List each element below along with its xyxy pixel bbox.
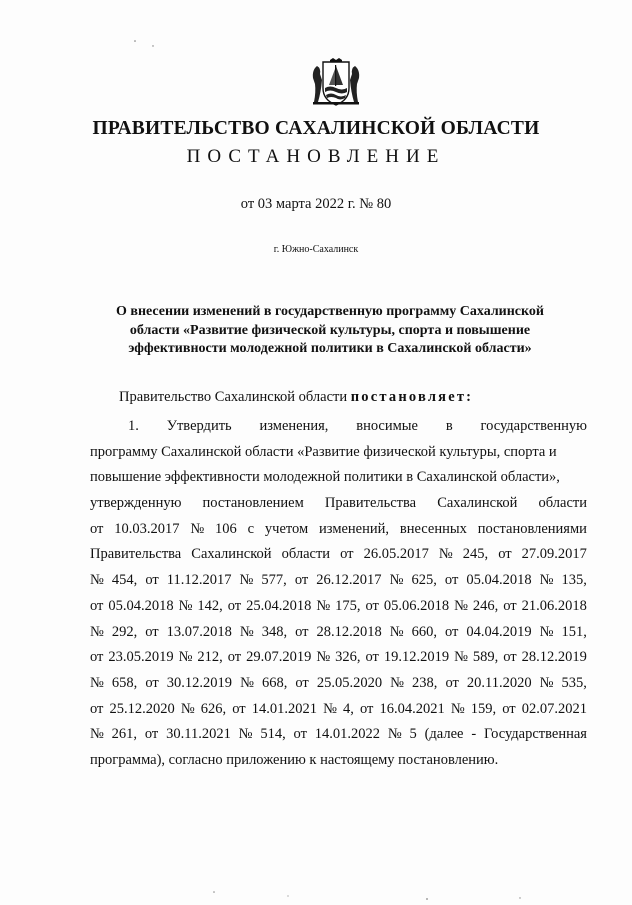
body-word: от bbox=[360, 700, 374, 717]
body-word: 245, bbox=[462, 546, 489, 563]
body-word: 28.12.2019 bbox=[521, 649, 587, 666]
body-word: № bbox=[389, 572, 404, 589]
body-word: области bbox=[538, 495, 587, 512]
body-word: 668, bbox=[261, 674, 288, 691]
body-word: вносимые bbox=[356, 418, 418, 434]
body-word: 05.04.2018 bbox=[466, 572, 532, 589]
body-word: № bbox=[90, 674, 104, 691]
body-word: № bbox=[389, 623, 404, 640]
body-word: 14.01.2022 bbox=[314, 726, 381, 743]
body-word: от bbox=[90, 649, 104, 666]
body-word: 658, bbox=[111, 674, 138, 691]
subject-line: эффективности молодежной политики в Сахалинской области» bbox=[128, 341, 532, 356]
body-word: от bbox=[502, 700, 516, 717]
body-line bbox=[90, 542, 587, 568]
body-word: № bbox=[539, 674, 554, 691]
document-date-number: от 03 марта 2022 г. № 80 bbox=[240, 196, 392, 212]
body-line bbox=[90, 568, 587, 594]
body-word: от bbox=[90, 520, 104, 537]
subject-line: области «Развитие физической культуры, спорта и повышение bbox=[129, 322, 531, 338]
body-line bbox=[90, 620, 587, 646]
body-line bbox=[90, 517, 587, 543]
body-word: 159, bbox=[470, 700, 497, 717]
body-word: Государственная bbox=[483, 726, 587, 743]
body-word: № bbox=[240, 674, 254, 691]
body-word: от bbox=[232, 700, 246, 717]
sakhalin-coat-of-arms-icon bbox=[310, 58, 362, 108]
body-word: № bbox=[90, 572, 104, 589]
body-word: утвержденную bbox=[90, 495, 182, 512]
body-word: области bbox=[281, 546, 331, 563]
body-word: от bbox=[295, 674, 309, 691]
body-word: от bbox=[144, 726, 159, 743]
decree-word: постановляет: bbox=[350, 389, 474, 405]
body-word: 261, bbox=[111, 726, 138, 743]
body-word: 212, bbox=[197, 649, 223, 666]
body-word: 28.12.2018 bbox=[316, 623, 382, 640]
body-word: 26.12.2017 bbox=[316, 572, 382, 589]
body-word: 30.11.2021 bbox=[166, 726, 231, 743]
body-word: внесенных bbox=[399, 520, 467, 537]
body-line bbox=[90, 440, 587, 466]
body-word: от bbox=[365, 597, 379, 614]
body-word: от bbox=[145, 674, 159, 691]
body-word: 26.05.2017 bbox=[363, 546, 429, 563]
body-word: от bbox=[444, 623, 459, 640]
body-line bbox=[90, 465, 587, 491]
body-line-last: программа), согласно приложению к настоящему постановлению. bbox=[90, 751, 499, 768]
body-line bbox=[90, 722, 587, 748]
body-word: повышение эффективности молодежной политики в Сахалинской области», bbox=[90, 469, 560, 486]
body-word: 348, bbox=[261, 623, 288, 640]
body-word: 626, bbox=[200, 700, 227, 717]
body-word: от bbox=[340, 546, 354, 563]
body-line bbox=[90, 414, 587, 440]
body-word: № bbox=[454, 597, 468, 614]
subject-line: О внесении изменений в государственную программу Сахалинской bbox=[116, 304, 544, 319]
body-word: № bbox=[238, 726, 253, 743]
body-word: от bbox=[445, 674, 459, 691]
document-body bbox=[90, 414, 587, 774]
document-city: г. Южно-Сахалинск bbox=[273, 244, 359, 255]
body-word: № bbox=[90, 623, 104, 640]
body-word: от bbox=[295, 623, 309, 640]
body-word: учетом bbox=[264, 520, 309, 537]
body-word: 454, bbox=[111, 572, 138, 589]
body-word: 13.07.2018 bbox=[166, 623, 232, 640]
body-word: постановлением bbox=[202, 495, 304, 512]
body-word: 25.05.2020 bbox=[316, 674, 383, 691]
body-word: 21.06.2018 bbox=[521, 597, 587, 614]
body-word: № bbox=[387, 726, 402, 743]
document-type: ПОСТАНОВЛЕНИЕ bbox=[186, 146, 446, 167]
body-word: от bbox=[444, 572, 459, 589]
body-word: от bbox=[365, 649, 379, 666]
body-word: 660, bbox=[411, 623, 437, 640]
body-word: 10.03.2017 bbox=[114, 520, 180, 537]
body-word: 02.07.2021 bbox=[521, 700, 587, 717]
body-word: от bbox=[227, 649, 242, 666]
body-word: № bbox=[323, 700, 337, 717]
body-word: 142, bbox=[197, 597, 223, 614]
body-word: № bbox=[90, 726, 104, 743]
body-word: 5 bbox=[409, 726, 417, 743]
body-word: № bbox=[390, 674, 404, 691]
body-word: 25.12.2020 bbox=[109, 700, 175, 717]
body-word: 577, bbox=[261, 572, 287, 589]
body-word: № bbox=[178, 649, 193, 666]
body-word: от bbox=[293, 726, 307, 743]
body-word: Правительства bbox=[324, 495, 417, 512]
body-line bbox=[90, 697, 587, 723]
body-word: 175, bbox=[335, 597, 361, 614]
body-word: 25.04.2018 bbox=[246, 597, 312, 614]
government-name: ПРАВИТЕЛЬСТВО САХАЛИНСКОЙ ОБЛАСТИ bbox=[92, 118, 540, 139]
body-line bbox=[90, 671, 587, 697]
body-line bbox=[90, 491, 587, 517]
body-word: № bbox=[539, 623, 554, 640]
body-word: 135, bbox=[561, 572, 587, 589]
body-word: 16.04.2021 bbox=[379, 700, 445, 717]
body-word: от bbox=[503, 597, 517, 614]
body-word: 238, bbox=[412, 674, 438, 691]
body-word: 589, bbox=[472, 649, 499, 666]
body-word: 05.04.2018 bbox=[108, 597, 174, 614]
body-word: от bbox=[90, 700, 104, 717]
body-word: постановлениями bbox=[477, 520, 587, 537]
body-word: № bbox=[180, 700, 195, 717]
body-word: Сахалинской bbox=[437, 495, 518, 512]
document-subject bbox=[80, 303, 580, 359]
body-word: № bbox=[438, 546, 453, 563]
body-word: в bbox=[445, 418, 453, 434]
body-word: с bbox=[247, 520, 255, 537]
body-word: № bbox=[316, 649, 331, 666]
body-word: 30.12.2019 bbox=[166, 674, 233, 691]
body-line bbox=[90, 594, 587, 620]
body-word: 1. bbox=[128, 418, 139, 434]
body-word: № bbox=[454, 649, 468, 666]
body-word: 326, bbox=[335, 649, 361, 666]
body-word: 535, bbox=[561, 674, 587, 691]
body-word: 05.06.2018 bbox=[383, 597, 450, 614]
body-word: от bbox=[90, 597, 104, 614]
body-word: 11.12.2017 bbox=[166, 572, 232, 589]
body-word: № bbox=[450, 700, 465, 717]
body-word: от bbox=[503, 649, 517, 666]
body-word: от bbox=[145, 572, 159, 589]
body-word: 04.04.2019 bbox=[466, 623, 532, 640]
body-line bbox=[90, 645, 587, 671]
body-word: программу Сахалинской области «Развитие физической культуры, спорта и bbox=[90, 443, 557, 460]
body-word: от bbox=[227, 597, 242, 614]
body-word: 27.09.2017 bbox=[521, 546, 587, 563]
body-word: от bbox=[294, 572, 309, 589]
body-word: № bbox=[316, 597, 331, 614]
body-word: 151, bbox=[561, 623, 587, 640]
body-word: изменений, bbox=[319, 520, 390, 537]
body-word: 4, bbox=[343, 700, 354, 717]
body-word: 625, bbox=[411, 572, 437, 589]
body-word: 14.01.2021 bbox=[251, 700, 317, 717]
body-word: № bbox=[190, 520, 205, 537]
body-word: государственную bbox=[480, 418, 587, 434]
body-word: - bbox=[471, 726, 477, 743]
body-word: от bbox=[498, 546, 512, 563]
body-word: № bbox=[239, 623, 254, 640]
preamble bbox=[119, 389, 473, 406]
body-word: изменения, bbox=[259, 418, 329, 434]
preamble-text: Правительство Сахалинской области bbox=[119, 389, 351, 405]
body-word: 19.12.2019 bbox=[383, 649, 450, 666]
body-word: 106 bbox=[215, 520, 237, 537]
body-word: 29.07.2019 bbox=[246, 649, 312, 666]
body-word: № bbox=[539, 572, 554, 589]
body-word: Утвердить bbox=[166, 418, 232, 434]
body-word: № bbox=[239, 572, 254, 589]
body-word: (далее bbox=[424, 726, 464, 743]
body-word: 292, bbox=[111, 623, 138, 640]
body-word: 20.11.2020 bbox=[466, 674, 532, 691]
body-word: 23.05.2019 bbox=[108, 649, 174, 666]
body-word: Правительства bbox=[90, 546, 182, 563]
body-word: Сахалинской bbox=[191, 546, 272, 563]
body-word: 246, bbox=[472, 597, 499, 614]
body-word: 514, bbox=[260, 726, 286, 743]
body-word: № bbox=[178, 597, 193, 614]
body-word: от bbox=[145, 623, 159, 640]
